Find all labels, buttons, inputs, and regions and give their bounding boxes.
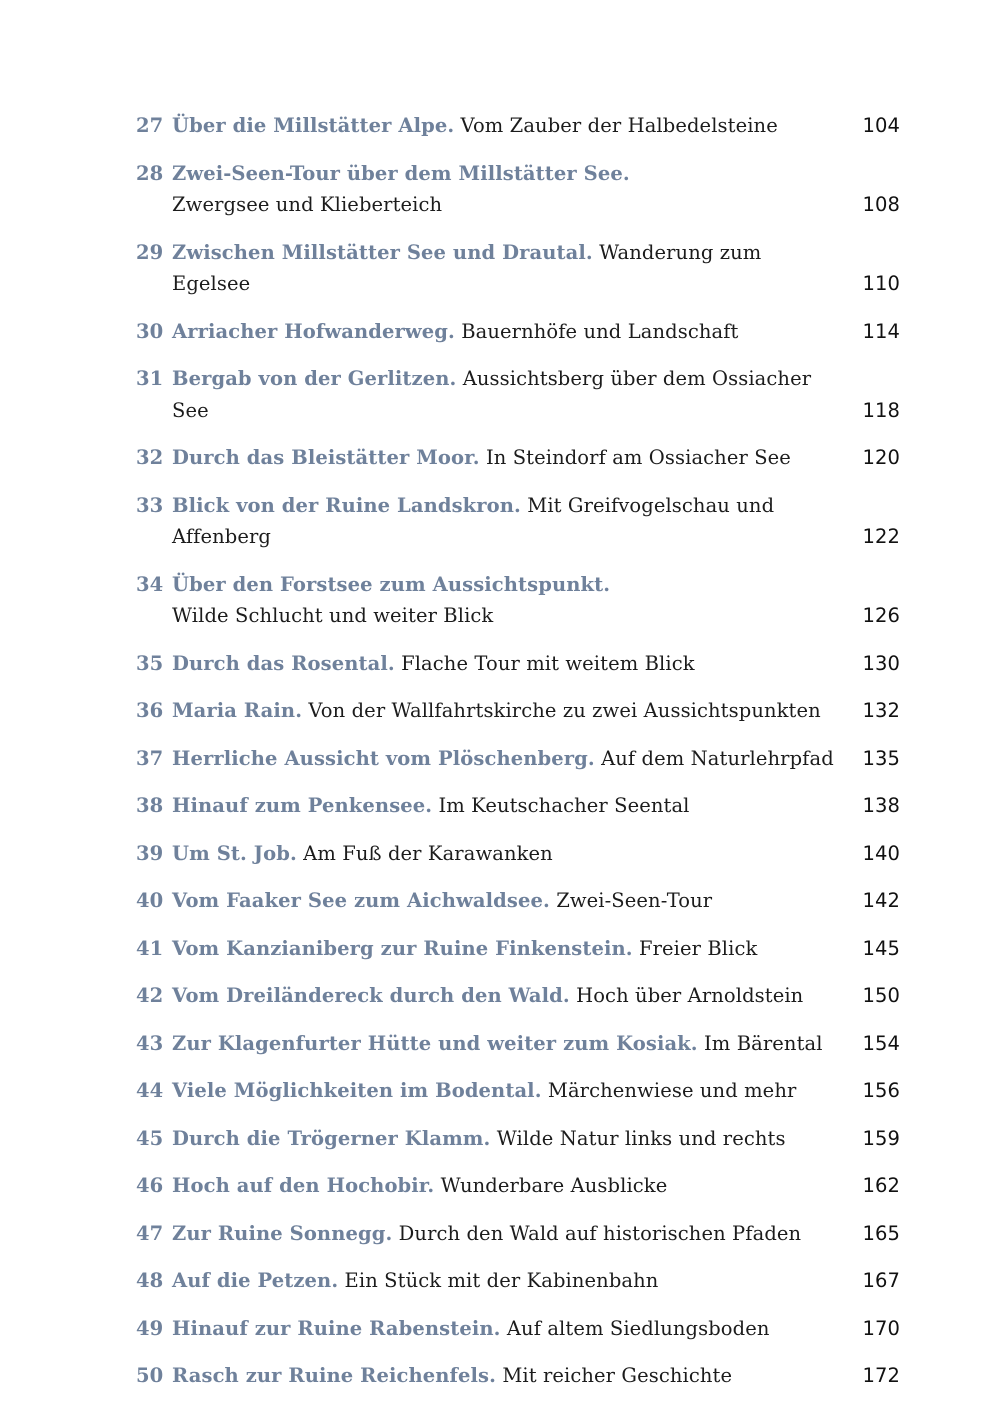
toc-entry-number: 48 [136,1269,164,1292]
toc-entry-subtitle: Wilde Schlucht und weiter Blick [172,604,494,627]
toc-entry-title: Durch das Bleistätter Moor. [172,446,480,469]
toc-entry-text [172,110,844,142]
toc-entry-title: Hinauf zum Penkensee. [172,794,433,817]
toc-entry-subtitle: Zwei-Seen-Tour [556,889,713,912]
toc-entry[interactable] [136,933,900,965]
toc-entry-number: 38 [136,794,164,817]
toc-entry-text [172,1218,844,1250]
toc-entry-text [172,980,844,1012]
toc-entry-text [172,237,844,300]
toc-entry[interactable] [136,695,900,727]
toc-entry-text [172,1170,844,1202]
toc-entry-title: Zur Ruine Sonnegg. [172,1221,393,1245]
toc-entry-title: Um St. Job. [172,841,297,865]
toc-entry-page-number: 122 [862,525,900,548]
toc-entry-title: Viele Möglichkeiten im Bodental. [172,1079,542,1102]
toc-entry-subtitle: Auf altem Siedlungsboden [506,1316,770,1340]
toc-entry-page-number: 172 [862,1364,900,1387]
toc-entry-number: 39 [136,841,164,865]
toc-entry-page-number: 108 [862,193,900,216]
toc-entry-subtitle: Durch den Wald auf historischen Pfaden [398,1221,802,1245]
toc-entry[interactable] [136,980,900,1012]
toc-entry-subtitle: Wilde Natur links und rechts [496,1126,786,1150]
toc-entry-subtitle: Vom Zauber der Halbedelsteine [460,114,778,137]
toc-entry-page-number: 170 [862,1316,900,1340]
toc-entry-number: 49 [136,1316,164,1340]
toc-entry-subtitle: Freier Blick [638,936,758,960]
toc-entry-text [172,1028,844,1060]
toc-entry[interactable] [136,1313,900,1345]
toc-entry-title: Durch die Trögerner Klamm. [172,1126,491,1150]
toc-entry-page-number: 165 [862,1221,900,1245]
toc-entry-number: 47 [136,1221,164,1245]
toc-entry-title: Zwischen Millstätter See und Drautal. [172,240,593,264]
toc-entry-page-number: 118 [862,398,900,422]
toc-entry[interactable] [136,1123,900,1155]
toc-entry-title: Hinauf zur Ruine Rabenstein. [172,1316,501,1340]
toc-entry-title: Blick von der Ruine Landskron. [172,493,521,517]
toc-entry-text [172,838,844,870]
toc-entry[interactable] [136,743,900,775]
toc-entry-page-number: 140 [862,841,900,865]
toc-entry-subtitle: Am Fuß der Karawanken [303,841,553,865]
toc-entry-text [172,490,844,553]
toc-entry[interactable] [136,648,900,680]
toc-entry-page-number: 110 [862,272,900,295]
toc-entry-text [172,1123,844,1155]
toc-entry-subtitle: Hoch über Arnoldstein [576,984,804,1007]
toc-entry-page-number: 104 [862,114,900,137]
toc-entry-number: 36 [136,699,164,722]
toc-entry-number: 43 [136,1031,164,1055]
toc-entry[interactable] [136,838,900,870]
toc-entry-number: 42 [136,984,164,1007]
toc-entry-title: Zur Klagenfurter Hütte und weiter zum Kosiak. [172,1031,698,1055]
toc-entry[interactable] [136,1360,900,1392]
toc-entry[interactable] [136,790,900,822]
toc-entry-text [172,363,844,426]
toc-entry-title: Herrliche Aussicht vom Plöschenberg. [172,746,595,770]
toc-entry-title: Vom Kanzianiberg zur Ruine Finkenstein. [172,936,633,960]
toc-entry-number: 50 [136,1364,164,1387]
toc-entry-text [172,648,844,680]
toc-entry-title: Vom Faaker See zum Aichwaldsee. [172,889,550,912]
toc-entry-page-number: 132 [862,699,900,722]
toc-entry-text [172,933,844,965]
toc-entry-subtitle: Märchenwiese und mehr [547,1079,797,1102]
toc-entry-subtitle: In Steindorf am Ossiacher See [485,446,791,469]
toc-entry-page-number: 120 [862,446,900,469]
toc-entry-text [172,158,844,221]
toc-entry-text [172,442,844,474]
toc-entry-text [172,1265,844,1297]
toc-entry-page-number: 145 [862,936,900,960]
toc-entry-subtitle: Im Keutschacher Seental [438,794,690,817]
toc-entry[interactable] [136,110,900,142]
toc-entry-text [172,743,844,775]
toc-entry-number: 27 [136,114,164,137]
toc-entry-subtitle: Wanderung zum Egelsee [172,240,762,295]
toc-entry[interactable] [136,442,900,474]
toc-entry[interactable] [136,490,900,553]
toc-entry-page-number: 162 [862,1174,900,1197]
toc-entry-number: 44 [136,1079,164,1102]
toc-entry-page-number: 142 [862,889,900,912]
toc-entry-title: Zwei-Seen-Tour über dem Millstätter See. [172,161,630,185]
toc-entry-text [172,790,844,822]
toc-entry-page-number: 156 [862,1079,900,1102]
toc-entry[interactable] [136,1028,900,1060]
toc-entry-number: 31 [136,367,164,390]
toc-entry-text [172,1075,844,1107]
toc-entry-subtitle: Ein Stück mit der Kabinenbahn [344,1269,659,1292]
toc-entry-page-number: 167 [862,1269,900,1292]
toc-entry-text [172,316,844,348]
toc-entry-number: 45 [136,1126,164,1150]
toc-entry-subtitle: Zwergsee und Klieberteich [172,193,443,216]
toc-entry-number: 35 [136,651,164,675]
toc-entry-subtitle: Flache Tour mit weitem Blick [401,651,695,675]
toc-entry-subtitle: Im Bärental [704,1031,823,1055]
toc-entry-page-number: 159 [862,1126,900,1150]
toc-entry-text [172,695,844,727]
toc-entry[interactable] [136,1075,900,1107]
toc-entry[interactable] [136,1265,900,1297]
toc-entry-number: 41 [136,936,164,960]
toc-entry-number: 33 [136,493,164,517]
table-of-contents [136,110,900,1408]
toc-entry-title: Vom Dreiländereck durch den Wald. [172,984,570,1007]
toc-entry-page-number: 114 [862,319,900,343]
toc-entry-subtitle: Aussichtsberg über dem Ossiacher See [172,367,812,422]
toc-entry-page-number: 126 [862,604,900,627]
toc-entry-subtitle: Mit Greifvogelschau und Affenberg [172,493,775,548]
toc-entry-number: 28 [136,161,164,185]
toc-entry-subtitle: Auf dem Naturlehrpfad [601,746,834,770]
toc-entry-title: Über die Millstätter Alpe. [172,114,455,137]
toc-entry-number: 32 [136,446,164,469]
toc-entry-number: 46 [136,1174,164,1197]
toc-entry-number: 29 [136,240,164,264]
toc-entry-title: Über den Forstsee zum Aussichtspunkt. [172,572,611,596]
toc-entry-title: Hoch auf den Hochobir. [172,1174,435,1197]
toc-entry-title: Maria Rain. [172,699,303,722]
toc-entry-title: Auf die Petzen. [172,1269,339,1292]
toc-entry-page-number: 138 [862,794,900,817]
toc-entry-title: Rasch zur Ruine Reichenfels. [172,1364,497,1387]
toc-entry-page-number: 154 [862,1031,900,1055]
toc-entry-number: 30 [136,319,164,343]
toc-entry-number: 34 [136,572,164,596]
toc-entry-subtitle: Von der Wallfahrtskirche zu zwei Aussichtspunkten [308,699,821,722]
toc-entry-text [172,569,844,632]
toc-entry-subtitle: Wunderbare Ausblicke [440,1174,668,1197]
toc-entry-text [172,885,844,917]
toc-entry-text [172,1313,844,1345]
toc-entry-title: Durch das Rosental. [172,651,395,675]
toc-entry[interactable] [136,1218,900,1250]
toc-entry[interactable] [136,1170,900,1202]
toc-entry-title: Bergab von der Gerlitzen. [172,367,457,390]
toc-entry-page-number: 130 [862,651,900,675]
toc-entry[interactable] [136,885,900,917]
toc-entry[interactable] [136,237,900,300]
toc-entry-page-number: 135 [862,746,900,770]
toc-entry-page-number: 150 [862,984,900,1007]
toc-entry[interactable] [136,569,900,632]
toc-entry-subtitle: Bauernhöfe und Landschaft [461,319,739,343]
toc-entry-text [172,1360,844,1392]
toc-entry-number: 40 [136,889,164,912]
toc-entry-subtitle: Mit reicher Geschichte [502,1364,733,1387]
toc-entry[interactable] [136,363,900,426]
toc-entry[interactable] [136,158,900,221]
toc-entry-title: Arriacher Hofwanderweg. [172,319,455,343]
toc-entry-number: 37 [136,746,164,770]
toc-entry[interactable] [136,316,900,348]
